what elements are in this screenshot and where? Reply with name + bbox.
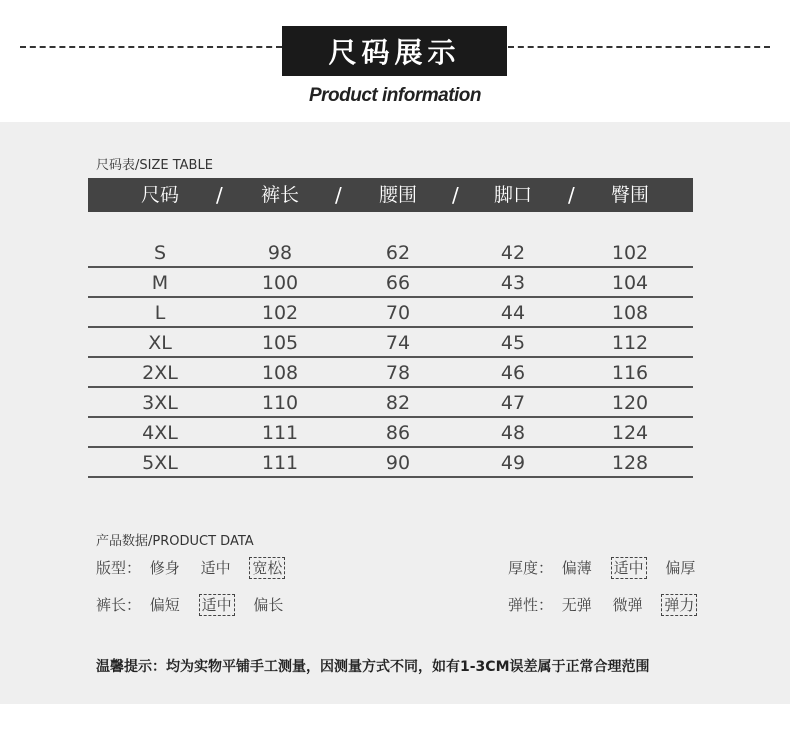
table-cell: 4XL bbox=[142, 422, 178, 444]
table-cell: M bbox=[151, 272, 169, 294]
column-separator: / bbox=[335, 183, 342, 207]
dashed-line-right bbox=[508, 46, 770, 48]
table-cell: 44 bbox=[500, 302, 526, 324]
table-cell: 3XL bbox=[142, 392, 178, 414]
table-row bbox=[88, 298, 693, 328]
attribute-option-selected: 适中 bbox=[199, 594, 235, 616]
table-cell: 43 bbox=[500, 272, 526, 294]
attribute-option-selected: 弹力 bbox=[661, 594, 697, 616]
attribute-fit bbox=[96, 556, 285, 580]
table-cell: 98 bbox=[267, 242, 293, 264]
table-row bbox=[88, 388, 693, 418]
table-row bbox=[88, 238, 693, 268]
attribute-option-selected: 宽松 bbox=[249, 557, 285, 579]
table-cell: 48 bbox=[500, 422, 526, 444]
column-separator: / bbox=[568, 183, 575, 207]
table-cell: 47 bbox=[500, 392, 526, 414]
attribute-option: 无弹 bbox=[561, 596, 592, 614]
column-header-hem: 脚口 bbox=[493, 184, 532, 206]
column-header-length: 裤长 bbox=[260, 184, 299, 206]
table-cell: 46 bbox=[500, 362, 526, 384]
attribute-name: 版型： bbox=[96, 559, 142, 577]
attribute-name: 厚度： bbox=[508, 559, 554, 577]
table-row bbox=[88, 358, 693, 388]
table-cell: 74 bbox=[385, 332, 411, 354]
table-cell: 86 bbox=[385, 422, 411, 444]
table-cell: 78 bbox=[385, 362, 411, 384]
table-cell: 102 bbox=[261, 302, 299, 324]
size-table-header bbox=[88, 178, 693, 212]
table-cell: 90 bbox=[385, 452, 411, 474]
table-cell: 120 bbox=[611, 392, 649, 414]
attribute-option: 微弹 bbox=[612, 596, 643, 614]
table-cell: 112 bbox=[611, 332, 649, 354]
attribute-length bbox=[96, 593, 285, 617]
attribute-option: 适中 bbox=[200, 559, 231, 577]
dashed-line-left bbox=[20, 46, 282, 48]
table-cell: 62 bbox=[385, 242, 411, 264]
table-cell: 82 bbox=[385, 392, 411, 414]
table-cell: 116 bbox=[611, 362, 649, 384]
table-cell: 104 bbox=[611, 272, 649, 294]
attribute-option: 偏短 bbox=[149, 596, 180, 614]
table-cell: 100 bbox=[261, 272, 299, 294]
table-cell: 49 bbox=[500, 452, 526, 474]
column-header-waist: 腰围 bbox=[378, 184, 417, 206]
table-cell: 70 bbox=[385, 302, 411, 324]
table-cell: XL bbox=[148, 332, 172, 354]
attribute-thickness bbox=[508, 556, 697, 580]
table-cell: 2XL bbox=[142, 362, 178, 384]
table-cell: 66 bbox=[385, 272, 411, 294]
column-separator: / bbox=[452, 183, 459, 207]
table-row bbox=[88, 448, 693, 478]
product-data-label: 产品数据/PRODUCT DATA bbox=[96, 534, 254, 549]
table-cell: 128 bbox=[611, 452, 649, 474]
attribute-name: 裤长： bbox=[96, 596, 142, 614]
table-cell: 124 bbox=[611, 422, 649, 444]
table-row bbox=[88, 268, 693, 298]
size-table-body bbox=[88, 238, 693, 478]
table-cell: 110 bbox=[261, 392, 299, 414]
table-cell: 108 bbox=[611, 302, 649, 324]
footer-space bbox=[0, 704, 790, 734]
table-row bbox=[88, 418, 693, 448]
attribute-option: 偏长 bbox=[253, 596, 284, 614]
table-cell: S bbox=[153, 242, 167, 264]
column-header-hip: 臀围 bbox=[610, 184, 649, 206]
table-cell: 45 bbox=[500, 332, 526, 354]
attribute-name: 弹性： bbox=[508, 596, 554, 614]
table-cell: 111 bbox=[261, 422, 299, 444]
table-cell: 42 bbox=[500, 242, 526, 264]
column-header-size: 尺码 bbox=[140, 184, 179, 206]
page-subtitle: Product information bbox=[308, 85, 482, 106]
column-separator: / bbox=[216, 183, 223, 207]
attribute-option-selected: 适中 bbox=[611, 557, 647, 579]
table-cell: 111 bbox=[261, 452, 299, 474]
table-cell: 102 bbox=[611, 242, 649, 264]
header bbox=[0, 0, 790, 122]
page-title: 尺码展示 bbox=[282, 26, 507, 76]
table-cell: 105 bbox=[261, 332, 299, 354]
measurement-note: 温馨提示：均为实物平铺手工测量，因测量方式不同，如有1-3CM误差属于正常合理范围 bbox=[96, 659, 650, 675]
attribute-option: 偏厚 bbox=[665, 559, 696, 577]
table-cell: 108 bbox=[261, 362, 299, 384]
size-table-label: 尺码表/SIZE TABLE bbox=[96, 158, 213, 173]
table-row bbox=[88, 328, 693, 358]
table-cell: 5XL bbox=[142, 452, 178, 474]
attribute-elasticity bbox=[508, 593, 697, 617]
attribute-option: 偏薄 bbox=[561, 559, 592, 577]
attribute-option: 修身 bbox=[149, 559, 180, 577]
table-cell: L bbox=[154, 302, 166, 324]
